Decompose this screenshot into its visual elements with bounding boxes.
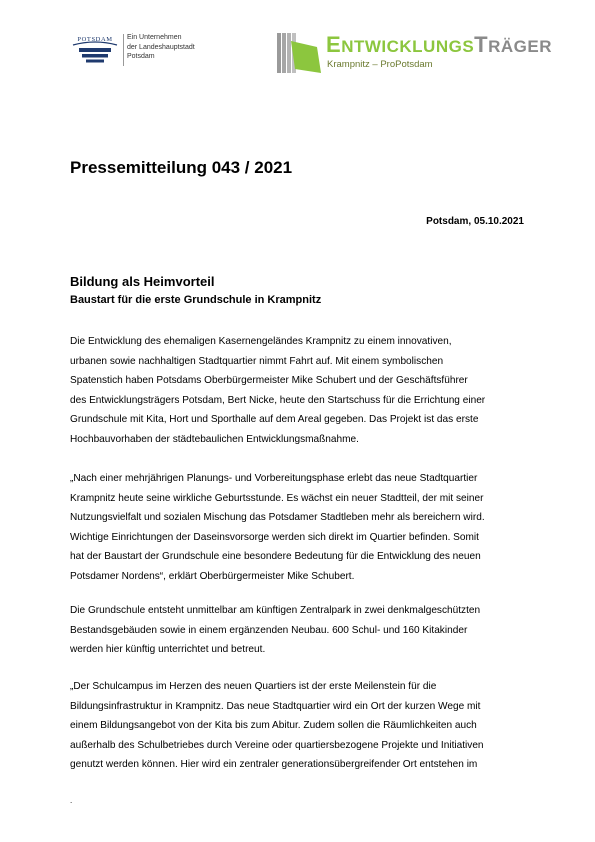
et-title-rest: RÄGER — [488, 37, 553, 56]
text-line: „Nach einer mehrjährigen Planungs- und Vorbereitungsphase erlebt das neue Stadtquartier — [70, 473, 478, 484]
et-title-rest: NTWICKLUNGS — [341, 37, 475, 56]
potsdam-tagline — [127, 33, 195, 62]
press-release-heading: Pressemitteilung 043 / 2021 — [70, 158, 293, 177]
text-line: des Entwicklungsträgers Potsdam, Bert Nicke, heute den Startschuss für die Errichtung einer — [70, 394, 486, 406]
text-line: genutzt werden können. Hier wird ein zentraler generationsübergreifender Ort entstehen im — [70, 759, 478, 771]
et-title-cap: E — [326, 32, 342, 57]
article-subtitle: Baustart für die erste Grundschule in Krampnitz — [70, 294, 322, 306]
entwicklungstraeger-title — [326, 32, 552, 58]
text-line: Potsdamer Nordens“, erklärt Oberbürgermeister Mike Schubert. — [70, 570, 355, 582]
paragraph — [70, 601, 530, 660]
paragraph — [70, 469, 530, 587]
text-line: hat der Baustart der Grundschule eine besondere Bedeutung für die Entwicklung des neuen — [70, 551, 481, 563]
potsdam-tagline-line: Potsdam — [127, 53, 155, 60]
potsdam-tagline-line: der Landeshauptstadt — [127, 43, 195, 51]
release-date: Potsdam, 05.10.2021 — [426, 216, 524, 227]
text-line: außerhalb des Schulbetriebes durch Vereine oder quartiersbezogene Projekte und Initiativen — [70, 739, 484, 751]
text-line: Bildungsinfrastruktur in Krampnitz. Das neue Stadtquartier wird ein Ort der kurzen Wege mit — [70, 700, 481, 712]
text-line: Nutzungsvielfalt und sozialen Mischung das Potsdamer Stadtleben mehr als bereichern wird. — [70, 512, 485, 524]
text-line: Grundschule mit Kita, Hort und Sporthalle auf dem Areal gegeben. Das Projekt ist das erste — [70, 414, 479, 426]
article-title: Bildung als Heimvorteil — [70, 274, 215, 289]
text-line: „Der Schulcampus im Herzen des neuen Quartiers ist der erste Meilenstein für die — [70, 681, 437, 692]
paragraph — [70, 677, 530, 775]
et-title-cap: T — [474, 32, 489, 57]
text-line: Die Entwicklung des ehemaligen Kasernengeländes Krampnitz zu einem innovativen, — [70, 336, 452, 347]
text-line: Hochbauvorhaben der städtebaulichen Entwicklungsmaßnahme. — [70, 433, 359, 445]
text-line: Krampnitz heute seine wirkliche Geburtsstunde. Es wächst ein neuer Stadtteil, der mit seiner — [70, 492, 484, 504]
potsdam-wordmark: POTSDAM — [77, 36, 113, 43]
text-line: werden hier künftig unterrichtet und betreut. — [70, 644, 266, 656]
footer-mark: . — [70, 796, 73, 805]
entwicklungstraeger-subtitle: Krampnitz – ProPotsdam — [327, 59, 433, 70]
potsdam-logo — [70, 33, 120, 67]
text-line: urbanen sowie nachhaltigen Stadtquartier nimmt Fahrt auf. Mit einem symbolischen — [70, 355, 444, 367]
text-line: Spatenstich haben Potsdams Oberbürgermeister Mike Schubert und der Geschäftsführer — [70, 375, 468, 387]
text-line: einem Bildungsangebot von der Kita bis zum Abitur. Zudem sollen die Räumlichkeiten auch — [70, 720, 477, 732]
logo-divider — [123, 34, 124, 66]
potsdam-tagline-line: Ein Unternehmen — [127, 34, 182, 41]
text-line: Die Grundschule entsteht unmittelbar am künftigen Zentralpark in zwei denkmalgeschützten — [70, 605, 481, 616]
paragraph — [70, 332, 530, 450]
text-line: Wichtige Einrichtungen der Daseinsvorsorge werden sich direkt im Quartier befinden. Somit — [70, 531, 479, 543]
text-line: Bestandsgebäuden sowie in einem ergänzenden Neubau. 600 Schul- und 160 Kitakinder — [70, 624, 468, 636]
entwicklungstraeger-logo-icon — [277, 33, 321, 73]
